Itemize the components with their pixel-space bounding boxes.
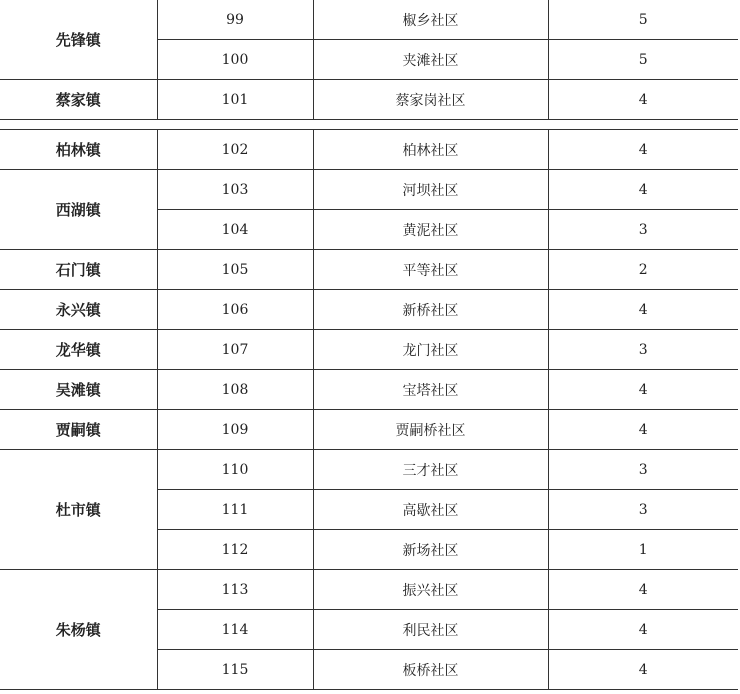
table-row (0, 0, 738, 40)
row-number: 112 (157, 530, 313, 570)
table-row (0, 370, 738, 410)
row-number: 111 (157, 490, 313, 530)
community-name: 椒乡社区 (313, 0, 548, 40)
count-value: 4 (548, 650, 738, 690)
community-name: 利民社区 (313, 610, 548, 650)
community-name: 三才社区 (313, 450, 548, 490)
count-value: 2 (548, 250, 738, 290)
row-number: 110 (157, 450, 313, 490)
row-number: 102 (157, 130, 313, 170)
count-value: 3 (548, 450, 738, 490)
community-name: 新场社区 (313, 530, 548, 570)
town-name: 龙华镇 (0, 330, 157, 370)
town-name: 永兴镇 (0, 290, 157, 330)
count-value: 4 (548, 80, 738, 120)
row-number: 103 (157, 170, 313, 210)
table-row (0, 450, 738, 490)
count-value: 3 (548, 490, 738, 530)
community-name: 宝塔社区 (313, 370, 548, 410)
count-value: 3 (548, 330, 738, 370)
community-name: 夹滩社区 (313, 40, 548, 80)
row-number: 104 (157, 210, 313, 250)
town-name: 柏林镇 (0, 130, 157, 170)
table-row (0, 290, 738, 330)
count-value: 5 (548, 40, 738, 80)
count-value: 4 (548, 290, 738, 330)
row-number: 113 (157, 570, 313, 610)
community-name: 振兴社区 (313, 570, 548, 610)
table-row (0, 250, 738, 290)
table-row (0, 170, 738, 210)
count-value: 4 (548, 170, 738, 210)
community-name: 高歇社区 (313, 490, 548, 530)
community-name: 贾嗣桥社区 (313, 410, 548, 450)
row-number: 108 (157, 370, 313, 410)
count-value: 4 (548, 570, 738, 610)
community-table-main (0, 129, 738, 690)
town-name: 石门镇 (0, 250, 157, 290)
count-value: 4 (548, 410, 738, 450)
row-number: 106 (157, 290, 313, 330)
row-number: 105 (157, 250, 313, 290)
row-number: 109 (157, 410, 313, 450)
count-value: 1 (548, 530, 738, 570)
table-row (0, 570, 738, 610)
town-name: 吴滩镇 (0, 370, 157, 410)
town-name: 蔡家镇 (0, 80, 157, 120)
community-name: 新桥社区 (313, 290, 548, 330)
count-value: 4 (548, 610, 738, 650)
community-name: 蔡家岗社区 (313, 80, 548, 120)
community-name: 板桥社区 (313, 650, 548, 690)
table-row (0, 80, 738, 120)
table-row (0, 130, 738, 170)
row-number: 100 (157, 40, 313, 80)
town-name: 朱杨镇 (0, 570, 157, 690)
row-number: 114 (157, 610, 313, 650)
row-number: 99 (157, 0, 313, 40)
count-value: 5 (548, 0, 738, 40)
community-name: 柏林社区 (313, 130, 548, 170)
town-name: 贾嗣镇 (0, 410, 157, 450)
town-name: 先锋镇 (0, 0, 157, 80)
community-name: 龙门社区 (313, 330, 548, 370)
row-number: 101 (157, 80, 313, 120)
community-name: 河坝社区 (313, 170, 548, 210)
count-value: 4 (548, 370, 738, 410)
table-row (0, 410, 738, 450)
community-name: 平等社区 (313, 250, 548, 290)
town-name: 西湖镇 (0, 170, 157, 250)
community-name: 黄泥社区 (313, 210, 548, 250)
community-table-top (0, 0, 738, 120)
town-name: 杜市镇 (0, 450, 157, 570)
count-value: 3 (548, 210, 738, 250)
row-number: 107 (157, 330, 313, 370)
count-value: 4 (548, 130, 738, 170)
table-row (0, 330, 738, 370)
row-number: 115 (157, 650, 313, 690)
